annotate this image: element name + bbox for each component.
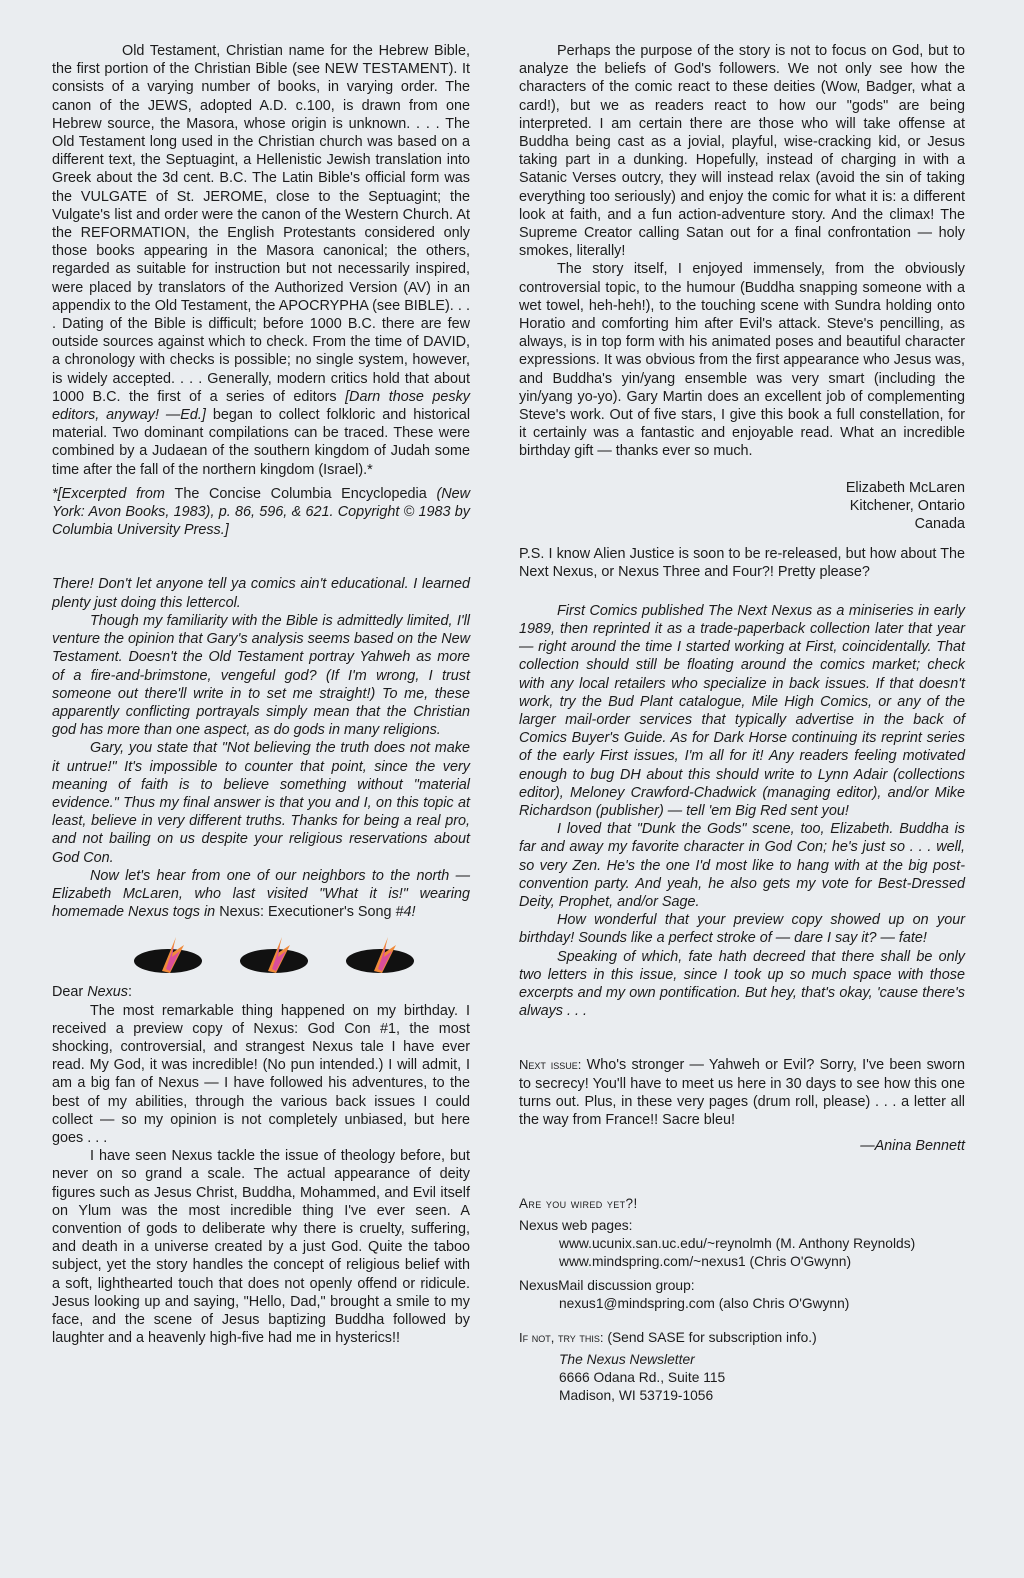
editor-reply-3: Gary, you state that "Not believing the truth does not make it untrue!" It's impossible to counter that point, since the very meaning of faith is to believe something without "material evidence." Thus my final answer is that you and I, on this topic at least, believe in very different truths. Thanks for being a real pro, and not bailing on us despite your religious reservations about God Con. xyxy=(52,740,470,866)
encyclopedia-excerpt xyxy=(52,42,470,479)
reply-paragraph-1: First Comics published The Next Nexus as a miniseries in early 1989, then reprinted it as a trade-paperback collection later that year — right around the time I started working at First, coincidentally. That collection should still be floating around the comics market; check with any local retailers who specialize in back issues. If that doesn't work, try the Bud Plant catalogue, Mile High Comics, or any of the larger mail-order services that typically advertise in the back of Comics Buyer's Guide. As for Dark Horse continuing its reprint series of the early First issues, I'm all for it! Any readers feeling motivated enough to bug DH about this should write to Lynn Adair (collections editor), Meloney Crawford-Chadwick (managing editor), and/or Mike Richardson (publisher) — tell 'em Big Red sent you! xyxy=(519,602,965,819)
contact-info xyxy=(519,1195,965,1405)
next-issue-text: Who's stronger — Yahweh or Evil? Sorry, I've been sworn to secrecy! You'll have to meet us here in 30 days to see how this one turns out. Plus, in these very pages (drum roll, please) . . . a letter all the way from France!! Sacre bleu! xyxy=(519,1057,965,1128)
reply-paragraph-2: I loved that "Dunk the Gods" scene, too, Elizabeth. Buddha is far and away my favorite character in God Con; he's just so . . . well, so very Zen. He's the one I'd most like to hang with at the big post-convention party. And yeah, he also gets my vote for Best-Dressed Deity, Prophet, and/or Sage. xyxy=(519,821,965,910)
web-link-1[interactable]: www.ucunix.san.uc.edu/~reynolmh (M. Anthony Reynolds) xyxy=(559,1236,916,1252)
left-column xyxy=(52,42,470,1347)
letter-paragraph-4: The story itself, I enjoyed immensely, from the obviously controversial topic, to the humour (Buddha snapping someone with a wet towel, heh-heh!), to the touching scene with Sundra holding onto Horatio and comforting him after Evil's attack. Steve's pencilling, as always, is in top form with his animated poses and beautiful character expressions. It was obvious from the first appearance who Jesus was, and Buddha's yin/yang ensemble was very smart (including the yin/yang yo-yo). Gary Martin does an excellent job of complementing Steve's work. Out of five stars, I give this book a full constellation, for it certainly was a fantastic and enjoyable read. What an incredible birthday gift — thanks ever so much. xyxy=(519,261,965,460)
letter-paragraph-2: I have seen Nexus tackle the issue of theology before, but never on so grand a scale. The actual appearance of deity figures such as Jesus Christ, Buddha, Mohammed, and Evil itself on Ylum was the most incredible thing I've ever seen. A convention of gods to deliberate why there is cruelty, suffering, and death in a universe created by a just God. Quite the taboo subject, yet the story handles the concept of religious belief with a soft, lighthearted touch that does not openly offend or ridicule. Jesus looking up and saying, "Hello, Dad," brought a smile to my face, and the scene of Jesus baptizing Buddha followed by laughter and a heavenly high-five had me in hysterics!! xyxy=(52,1148,470,1347)
signature-city: Kitchener, Ontario xyxy=(849,497,965,514)
signature-country: Canada xyxy=(914,516,965,533)
flame-icon xyxy=(132,931,204,977)
address-line-1: The Nexus Newsletter xyxy=(559,1352,695,1368)
editor-reply-2: Though my familiarity with the Bible is admittedly limited, I'll venture the opinion that Gary's analysis seems based on the New Testament. Doesn't the Old Testament portray Yahweh as more of a fire-and-brimstone, vengeful god? (If I'm wrong, I trust someone out there'll write in to set me straight!) To me, these apparently conflicting portrayals simply mean that the Christian god has more than one aspect, as do gods in many religions. xyxy=(52,612,470,739)
ifnot-line: If not, try this: (Send SASE for subscription info.) xyxy=(519,1330,817,1346)
editor-signature: —Anina Bennett xyxy=(860,1138,965,1155)
flame-icon xyxy=(344,931,416,977)
letter-paragraph-1: The most remarkable thing happened on my birthday. I received a preview copy of Nexus: God Con #1, the most shocking, controversial, and strangest Nexus tale I have ever read. My God, it was incredible! (No pun intended.) I will admit, I am a big fan of Nexus — I have followed his adventures, to the best of my abilities, through the various back issues I could collect — so my opinion is not completely unbiased, but here goes . . . xyxy=(52,1002,470,1146)
web-link-2[interactable]: www.mindspring.com/~nexus1 (Chris O'Gwynn) xyxy=(559,1254,852,1270)
editor-aside: [Darn those pesky editors, anyway! —Ed.] xyxy=(52,388,470,424)
letter-salutation: Dear Nexus: xyxy=(52,984,132,1001)
address-line-3: Madison, WI 53719-1056 xyxy=(559,1388,714,1404)
next-issue xyxy=(519,1056,965,1129)
flame-icon xyxy=(238,931,310,977)
excerpt-citation: *[Excerpted from The Concise Columbia Encyclopedia (New York: Avon Books, 1983), p. 86, 596, & 621. Copyright © 1983 by Columbia University Press.] xyxy=(52,485,471,539)
signature-name: Elizabeth McLaren xyxy=(845,479,965,496)
web-pages-label: Nexus web pages: xyxy=(519,1218,633,1234)
letter-paragraph-3: Perhaps the purpose of the story is not to focus on God, but to analyze the beliefs of God's followers. We not only see how the characters of the comic react to these deities (Wow, Badger, what a card!), but we as readers react to how our "gods" are being interpreted. I am certain there are those who will take offense at Buddha being cast as a jovial, playful, wise-cracking kid, or Jesus taking part in a dunking. Hopefully, instead of charging in with a Satanic Verses outcry, they will instead relax (avoid the sin of taking everything too seriously) and enjoy the comic for what it is: a different look at faith, and a fun action-adventure story. And the climax! The Supreme Creator calling Satan out for a final confrontation — holy smokes, literally! xyxy=(519,43,965,260)
letter-intro: Now let's hear from one of our neighbors to the north — Elizabeth McLaren, who last visited "What it is!" wearing homemade Nexus togs in Nexus: Executioner's Song #4! xyxy=(52,867,470,921)
right-column xyxy=(519,42,965,1405)
mail-address[interactable]: nexus1@mindspring.com (also Chris O'Gwynn) xyxy=(559,1296,850,1312)
next-issue-label: Next issue: xyxy=(519,1057,582,1073)
editor-reply-1: There! Don't let anyone tell ya comics ain't educational. I learned plenty just doing this lettercol. xyxy=(52,576,470,611)
divider-ornament xyxy=(132,931,470,977)
excerpt-end: began to collect folkloric and historical material. Two dominant compilations can be traced. These were combined by a Judaean of the southern kingdom of Judah some time after the fall of the northern kingdom (Israel).* xyxy=(52,407,471,478)
letter-signature xyxy=(519,479,965,534)
mail-label: NexusMail discussion group: xyxy=(519,1278,695,1294)
letter-postscript: P.S. I know Alien Justice is soon to be re-released, but how about The Next Nexus, or Nexus Three and Four?! Pretty please? xyxy=(519,546,965,581)
reply-paragraph-3: How wonderful that your preview copy showed up on your birthday! Sounds like a perfect stroke of — dare I say it? — fate! xyxy=(519,912,965,947)
address-line-2: 6666 Odana Rd., Suite 115 xyxy=(559,1370,726,1386)
reply-paragraph-4: Speaking of which, fate hath decreed that there shall be only two letters in this issue, since I took up so much space with those excerpts and my own pontification. But hey, that's okay, 'cause there's always . . . xyxy=(519,948,965,1020)
wired-heading: Are you wired yet?! xyxy=(519,1196,638,1212)
excerpt-text: Old Testament, Christian name for the Hebrew Bible, the first portion of the Christian Bible (see NEW TESTAMENT). It consists of a varying number of books, in varying order. The canon of the JEWS, adopted A.D. c.100, is drawn from one Hebrew source, the Masora, whose origin is unknown. . . . The Old Testament long used in the Christian church was based on a different text, the Septuagint, a Hellenistic Jewish translation into Greek about the 3d cent. B.C. The Latin Bible's official form was the VULGATE of St. JEROME, close to the Septuagint; the Vulgate's list and order were the canon of the Western Church. At the REFORMATION, the English Protestants considered only those books appearing in the Masora canonical; the others, regarded as suitable for instruction but not necessarily inspired, were placed by translators of the Authorized Version (AV) in an appendix to the Old Testament, the APOCRYPHA (see BIBLE). . . . Dating of the Bible is difficult; before 1000 B.C. there are few outside sources against which to check. From the time of DAVID, a chronology with checks is possible; no single system, however, is widely accepted. . . . Generally, modern critics hold that about 1000 B.C. the first of a series of editors xyxy=(52,43,470,405)
